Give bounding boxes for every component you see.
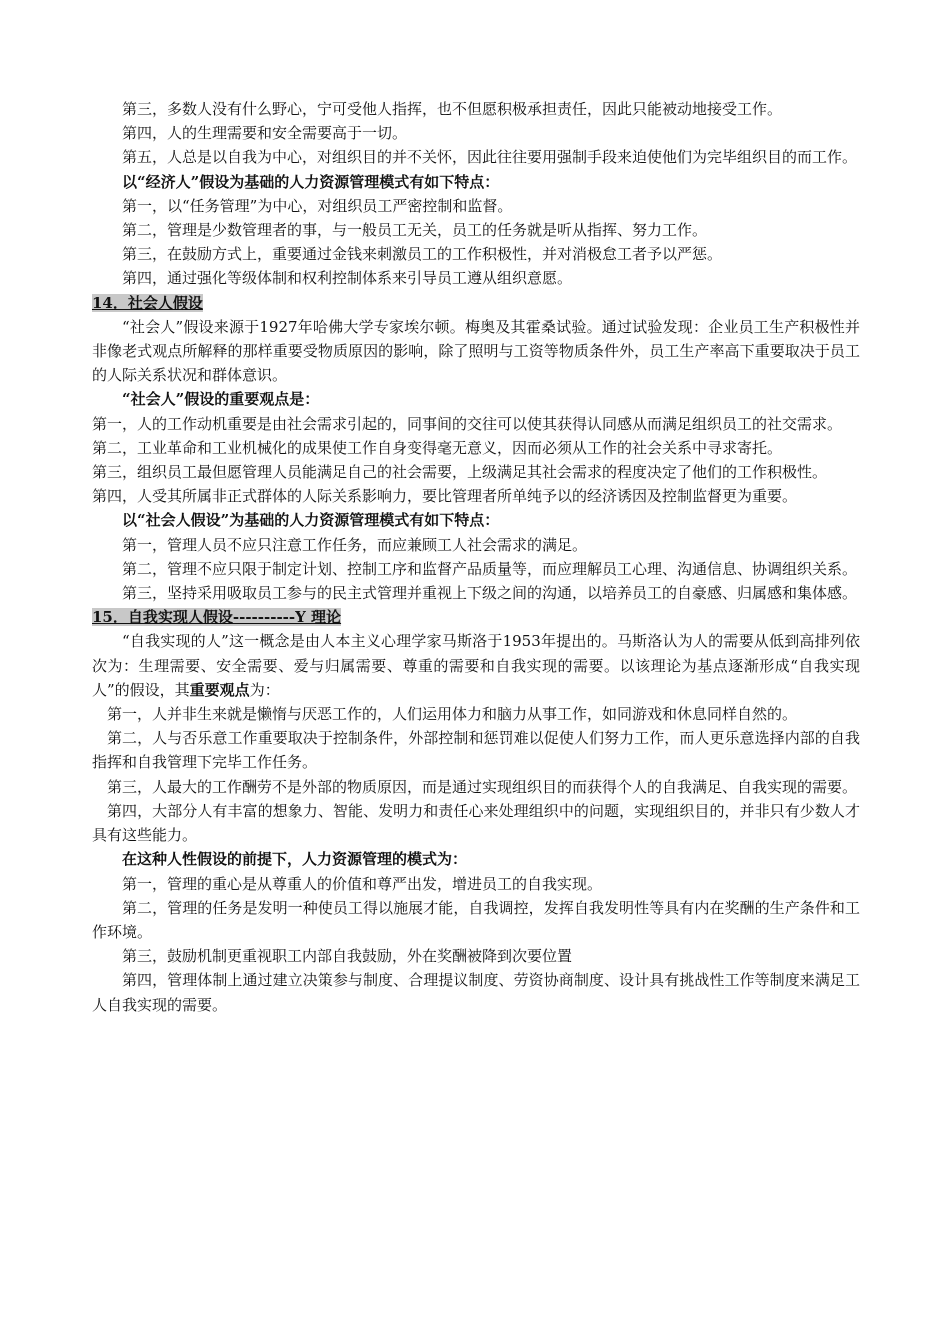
subheading: 在这种人性假设的前提下，人力资源管理的模式为： [122,850,468,869]
subheading: “社会人”假设的重要观点是： [122,390,320,409]
paragraph: 第二，管理不应只限于制定计划、控制工序和监督产品质量等，而应理解员工心理、沟通信息、协调组织关系。 [122,559,858,578]
paragraph: 第二，人与否乐意工作重要取决于控制条件，外部控制和惩罚难以促使人们努力工作，而人更乐意选择内部的自我指挥和自我管理下完毕工作任务。 [92,729,860,772]
paragraph: 第三，人最大的工作酬劳不是外部的物质原因，而是通过实现组织目的而获得个人的自我满足、自我实现的需要。 [107,777,858,796]
paragraph-text: “自我实现的人”这一概念是由人本主义心理学家马斯洛于1953年提出的。马斯洛认为人的需要从低到高排列依次为：生理需要、安全需要、爱与归属需要、尊重的需要和自我实现的需要。以该理论为基点逐渐形成“自我实现人”的假设，其 [92,632,860,699]
paragraph: “社会人”假设来源于1927年哈佛大学专家埃尔顿。梅奥及其霍桑试验。通过试验发现：企业员工生产积极性并非像老式观点所解释的那样重要受物质原因的影响，除了照明与工资等物质条件外，员工生产率高下重要取决于员工的人际关系状况和群体意识。 [92,317,860,385]
paragraph: 第五，人总是以自我为中心，对组织目的并不关怀，因此往往要用强制手段来迫使他们为完毕组织目的而工作。 [122,148,858,167]
paragraph: 第三，鼓励机制更重视职工内部自我鼓励，外在奖酬被降到次要位置 [122,947,573,966]
section-heading-text: 14．社会人假设 [92,293,203,312]
document-page [92,97,860,1017]
subheading: 以“社会人假设”为基础的人力资源管理模式有如下特点： [122,511,500,530]
paragraph-text: 为： [249,680,280,699]
paragraph: 第一，管理的重心是从尊重人的价值和尊严出发，增进员工的自我实现。 [122,874,603,893]
subheading: 以“经济人”假设为基础的人力资源管理模式有如下特点： [122,172,500,191]
paragraph: 第三，在鼓励方式上，重要通过金钱来刺激员工的工作积极性，并对消极怠工者予以严惩。 [122,245,723,264]
paragraph [92,629,860,702]
paragraph: 第一，以“任务管理”为中心，对组织员工严密控制和监督。 [122,196,513,215]
paragraph: 第四，大部分人有丰富的想象力、智能、发明力和责任心来处理组织中的问题，实现组织目的，并非只有少数人才具有这些能力。 [92,801,860,845]
paragraph: 第四，通过强化等级体制和权利控制体系来引导员工遵从组织意愿。 [122,269,573,288]
paragraph: 第三，多数人没有什么野心，宁可受他人指挥，也不但愿积极承担责任，因此只能被动地接受工作。 [122,100,783,118]
section-heading-14 [92,291,860,315]
section-heading-text: 15．自我实现人假设----------Y 理论 [92,608,342,627]
section-heading-15 [92,605,860,629]
paragraph: 第四，管理体制上通过建立决策参与制度、合理提议制度、劳资协商制度、设计具有挑战性工作等制度来满足工人自我实现的需要。 [92,971,860,1014]
paragraph: 第一，人并非生来就是懒惰与厌恶工作的，人们运用体力和脑力从事工作，如同游戏和休息同样自然的。 [107,705,798,724]
paragraph: 第一，人的工作动机重要是由社会需求引起的，同事间的交往可以使其获得认同感从而满足组织员工的社交需求。 [92,414,843,433]
paragraph: 第二，管理是少数管理者的事，与一般员工无关，员工的任务就是听从指挥、努力工作。 [122,221,708,240]
paragraph: 第四，人受其所属非正式群体的人际关系影响力，要比管理者所单纯予以的经济诱因及控制监督更为重要。 [92,487,798,506]
paragraph: 第一，管理人员不应只注意工作任务，而应兼顾工人社会需求的满足。 [122,535,588,554]
paragraph: 第二，工业革命和工业机械化的成果使工作自身变得毫无意义，因而必须从工作的社会关系中寻求寄托。 [92,438,783,457]
paragraph: 第二，管理的任务是发明一种使员工得以施展才能，自我调控，发挥自我发明性等具有内在奖酬的生产条件和工作环境。 [92,898,860,941]
paragraph: 第三，坚持采用吸取员工参与的民主式管理并重视上下级之间的沟通，以培养员工的自豪感、归属感和集体感。 [122,584,858,603]
bold-phrase: 重要观点 [189,680,250,699]
paragraph: 第三，组织员工最但愿管理人员能满足自己的社会需要，上级满足其社会需求的程度决定了他们的工作积极性。 [92,463,828,482]
paragraph: 第四，人的生理需要和安全需要高于一切。 [122,124,408,143]
